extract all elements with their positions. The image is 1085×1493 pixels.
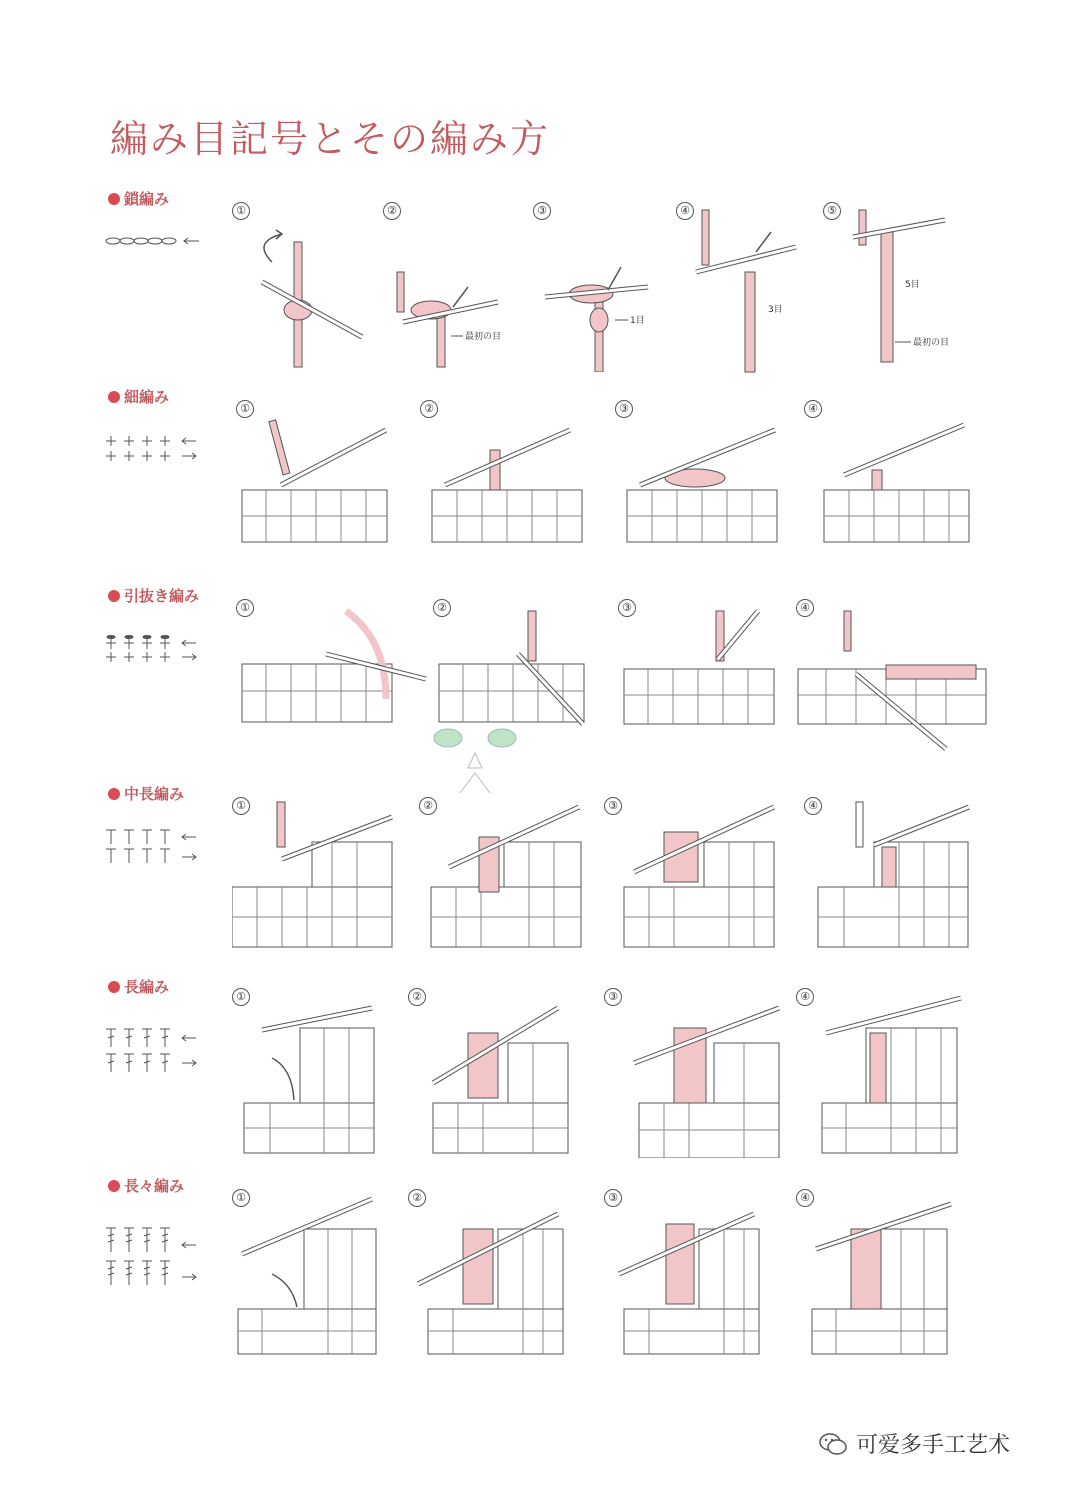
section-label-text: 鎖編み bbox=[124, 190, 170, 208]
step-number: ③ bbox=[533, 202, 551, 220]
half-double-crochet-step-1-diagram bbox=[232, 797, 402, 957]
treble-crochet-step-4 bbox=[796, 1189, 956, 1359]
bullet-icon bbox=[108, 391, 120, 403]
treble-crochet-step-3 bbox=[604, 1189, 764, 1359]
watermark-text: 可爱多手工艺术 bbox=[856, 1433, 1011, 1458]
wechat-icon bbox=[818, 1431, 848, 1457]
step-number: ③ bbox=[618, 599, 636, 617]
step-number: ② bbox=[408, 1189, 426, 1207]
step-number: ② bbox=[433, 599, 451, 617]
single-crochet-symbol-icon bbox=[104, 434, 204, 464]
treble-crochet-symbol-icon bbox=[104, 1225, 204, 1289]
step-number: ② bbox=[419, 797, 437, 815]
chain-step-2-diagram bbox=[383, 202, 523, 372]
section-label bbox=[108, 976, 169, 997]
chain-step-3-diagram bbox=[533, 202, 673, 372]
chain-step-4 bbox=[676, 202, 816, 377]
treble-crochet-step-2-diagram bbox=[408, 1189, 568, 1359]
section-label-text: 引抜き編み bbox=[124, 587, 200, 605]
slip-stitch-step-3 bbox=[618, 599, 778, 749]
section-label-text: 長々編み bbox=[124, 1177, 185, 1195]
section-half-double-crochet bbox=[0, 783, 1085, 953]
half-double-crochet-symbol-icon bbox=[104, 827, 204, 867]
single-crochet-step-4-diagram bbox=[804, 400, 974, 550]
bullet-icon bbox=[108, 590, 120, 602]
double-crochet-step-2 bbox=[408, 988, 578, 1158]
bullet-icon bbox=[108, 981, 120, 993]
chain-symbol-icon bbox=[104, 234, 204, 248]
double-crochet-step-3-diagram bbox=[604, 988, 784, 1158]
step-number: ④ bbox=[796, 599, 814, 617]
treble-crochet-step-1 bbox=[232, 1189, 382, 1359]
treble-crochet-step-1-diagram bbox=[232, 1189, 382, 1359]
section-chain-stitch bbox=[0, 188, 1085, 378]
single-crochet-step-1 bbox=[236, 400, 396, 550]
single-crochet-step-4 bbox=[804, 400, 974, 550]
half-double-crochet-step-3-diagram bbox=[604, 797, 784, 957]
step-number: ④ bbox=[796, 988, 814, 1006]
bullet-icon bbox=[108, 788, 120, 800]
chain-note-three-stitches: 3目 bbox=[768, 305, 783, 315]
step-number: ⑤ bbox=[823, 202, 841, 220]
treble-crochet-step-4-diagram bbox=[796, 1189, 956, 1359]
chain-note-first-stitch-5: 最初の目 bbox=[913, 338, 950, 348]
section-double-crochet bbox=[0, 976, 1085, 1156]
chain-note-five-stitches: 5目 bbox=[905, 280, 920, 290]
step-number: ① bbox=[232, 797, 250, 815]
bullet-icon bbox=[108, 1180, 120, 1192]
section-slip-stitch bbox=[0, 585, 1085, 755]
step-number: ② bbox=[383, 202, 401, 220]
slip-stitch-step-1-diagram bbox=[236, 599, 436, 749]
section-label-text: 中長編み bbox=[124, 785, 185, 803]
step-number: ① bbox=[232, 988, 250, 1006]
treble-crochet-step-3-diagram bbox=[604, 1189, 764, 1359]
chain-step-5-diagram bbox=[823, 202, 983, 377]
single-crochet-step-2 bbox=[420, 400, 590, 550]
section-label bbox=[108, 783, 184, 804]
section-label-text: 長編み bbox=[124, 978, 170, 996]
chain-note-one-stitch: 1目 bbox=[630, 316, 645, 326]
single-crochet-step-3-diagram bbox=[615, 400, 785, 550]
section-single-crochet bbox=[0, 386, 1085, 556]
slip-stitch-step-3-diagram bbox=[618, 599, 778, 749]
treble-crochet-step-2 bbox=[408, 1189, 568, 1359]
step-number: ③ bbox=[604, 797, 622, 815]
slip-stitch-symbol-icon bbox=[104, 633, 204, 663]
double-crochet-step-1-diagram bbox=[232, 988, 382, 1158]
step-number: ① bbox=[236, 599, 254, 617]
step-number: ③ bbox=[604, 988, 622, 1006]
section-label bbox=[108, 585, 199, 606]
section-label bbox=[108, 1175, 184, 1196]
double-crochet-step-4 bbox=[796, 988, 966, 1158]
half-double-crochet-step-2 bbox=[419, 797, 589, 957]
bullet-icon bbox=[108, 193, 120, 205]
slip-stitch-step-4 bbox=[796, 599, 996, 759]
single-crochet-step-3 bbox=[615, 400, 785, 550]
step-number: ③ bbox=[615, 400, 633, 418]
chain-step-3 bbox=[533, 202, 673, 372]
half-double-crochet-step-1 bbox=[232, 797, 402, 957]
single-crochet-step-2-diagram bbox=[420, 400, 590, 550]
slip-stitch-step-4-diagram bbox=[796, 599, 996, 759]
section-label bbox=[108, 386, 169, 407]
page-title: 編み目記号とその編み方 bbox=[110, 117, 551, 161]
section-label-text: 細編み bbox=[124, 388, 170, 406]
chain-note-first-stitch: 最初の目 bbox=[465, 332, 502, 342]
step-number: ④ bbox=[804, 400, 822, 418]
half-double-crochet-step-4 bbox=[804, 797, 974, 957]
chain-step-5 bbox=[823, 202, 983, 377]
chain-step-4-diagram bbox=[676, 202, 816, 377]
section-treble-crochet bbox=[0, 1175, 1085, 1360]
half-double-crochet-step-2-diagram bbox=[419, 797, 589, 957]
step-number: ② bbox=[408, 988, 426, 1006]
step-number: ④ bbox=[804, 797, 822, 815]
step-number: ④ bbox=[676, 202, 694, 220]
double-crochet-step-1 bbox=[232, 988, 382, 1158]
single-crochet-step-1-diagram bbox=[236, 400, 396, 550]
step-number: ① bbox=[236, 400, 254, 418]
double-crochet-symbol-icon bbox=[104, 1026, 204, 1076]
watermark bbox=[818, 1428, 1010, 1459]
chain-step-1-diagram bbox=[232, 202, 372, 372]
step-number: ① bbox=[232, 202, 250, 220]
chain-step-1 bbox=[232, 202, 372, 372]
half-double-crochet-step-3 bbox=[604, 797, 784, 957]
step-number: ① bbox=[232, 1189, 250, 1207]
slip-stitch-step-1 bbox=[236, 599, 436, 749]
step-number: ③ bbox=[604, 1189, 622, 1207]
double-crochet-step-3 bbox=[604, 988, 784, 1158]
double-crochet-step-4-diagram bbox=[796, 988, 966, 1158]
step-number: ② bbox=[420, 400, 438, 418]
chain-step-2 bbox=[383, 202, 523, 372]
double-crochet-step-2-diagram bbox=[408, 988, 578, 1158]
half-double-crochet-step-4-diagram bbox=[804, 797, 974, 957]
section-label bbox=[108, 188, 169, 209]
step-number: ④ bbox=[796, 1189, 814, 1207]
